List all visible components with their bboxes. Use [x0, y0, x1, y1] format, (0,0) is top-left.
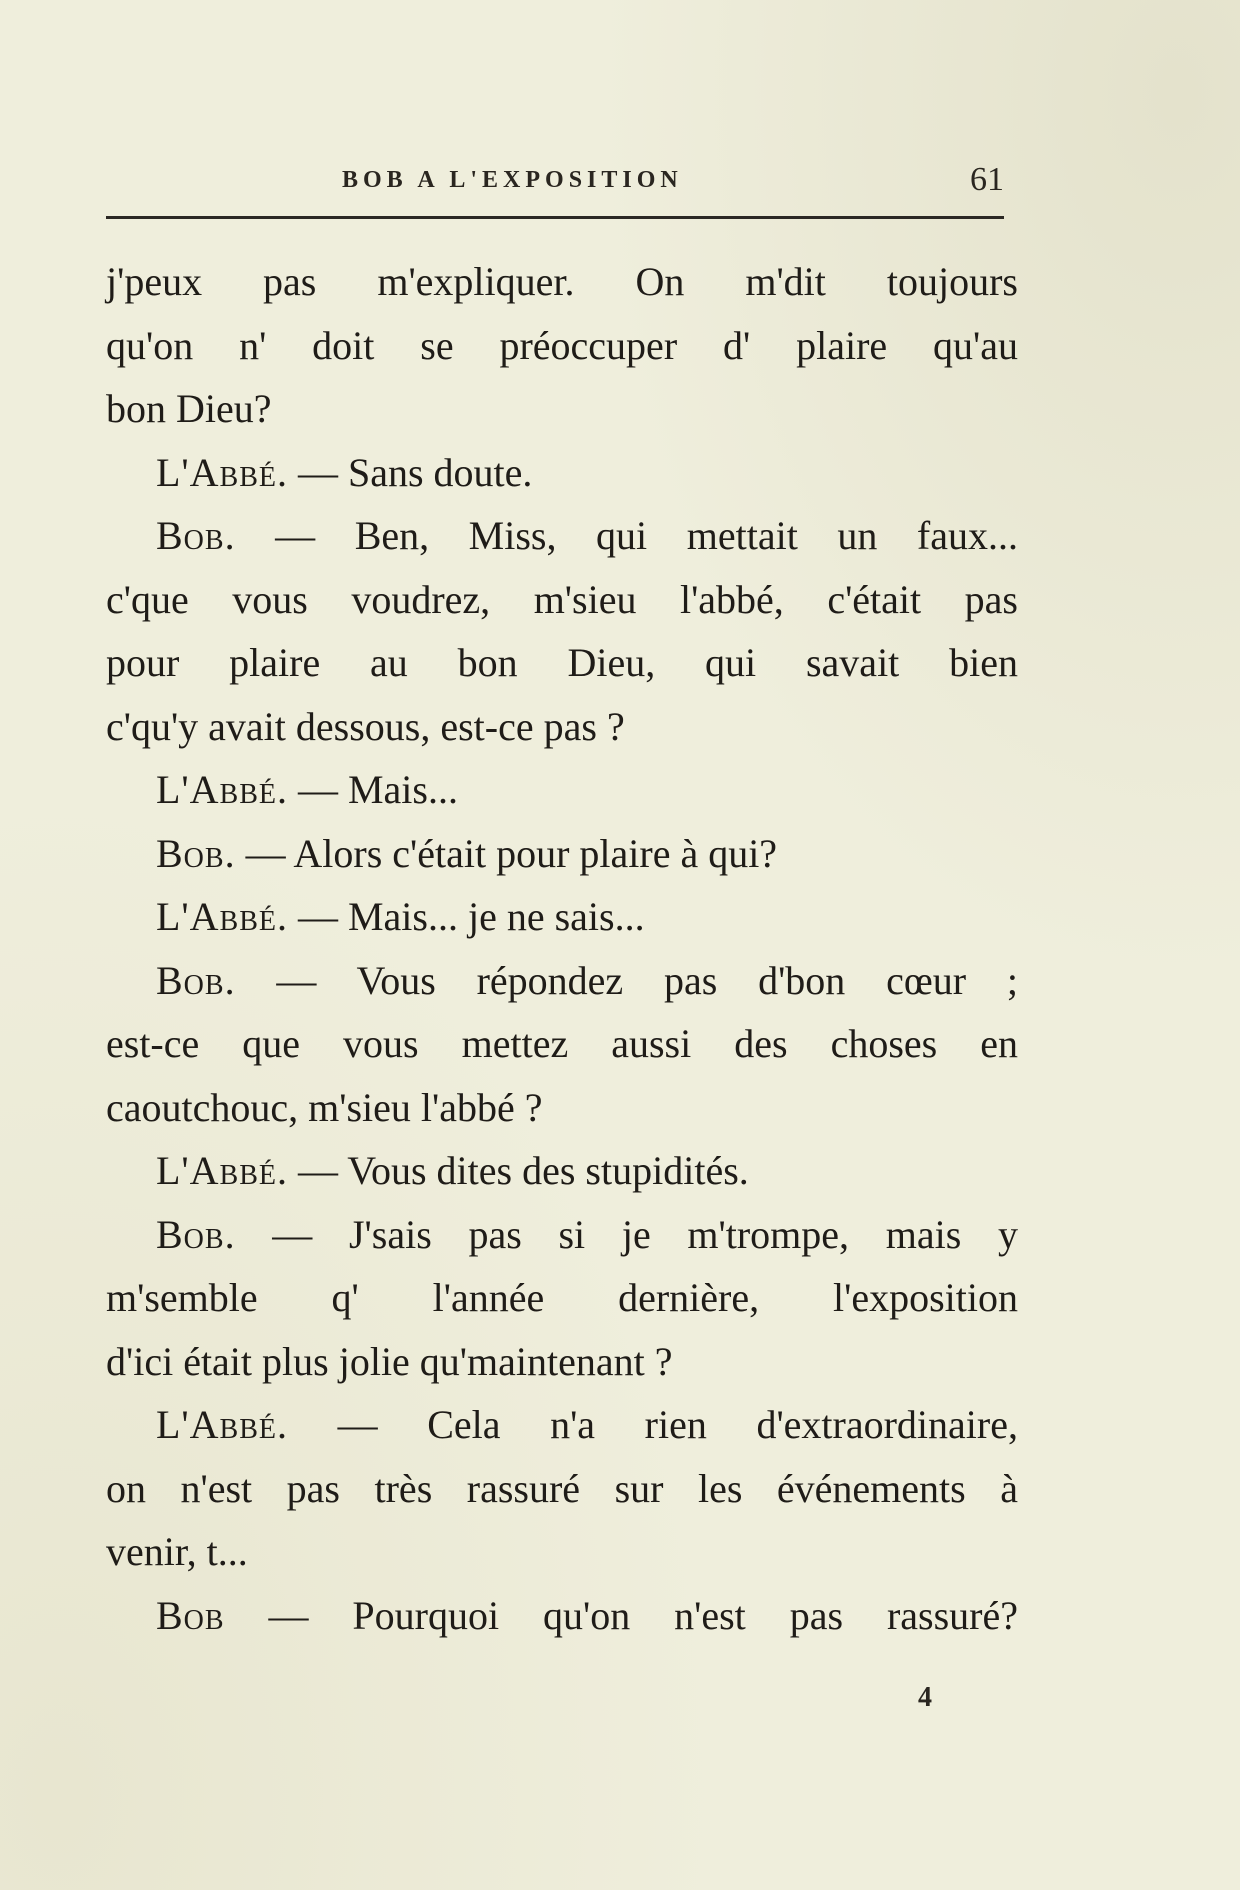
text-line: [106, 250, 1018, 314]
speaker-name: Bob.: [156, 1211, 236, 1257]
body-text: [106, 250, 1018, 1647]
line-text: — Mais...: [287, 767, 458, 812]
line-text: est-ce que vous mettez aussi des choses en: [106, 1021, 1018, 1066]
line-text: pour plaire au bon Dieu, qui savait bien: [106, 640, 1018, 685]
speaker-name: L'Abbé.: [156, 449, 288, 495]
line-text: qu'on n' doit se préoccuper d' plaire qu'au: [106, 322, 1018, 368]
text-line: [106, 949, 1018, 1013]
speaker-name: Bob.: [156, 830, 236, 876]
speaker-name: L'Abbé.: [156, 894, 288, 939]
line-text: venir, t...: [106, 1529, 248, 1574]
speaker-name: Bob: [156, 1592, 225, 1638]
speaker-name: Bob.: [156, 957, 236, 1003]
text-line: [106, 1520, 1018, 1584]
header-rule: [106, 216, 1004, 219]
text-line: [106, 1584, 1018, 1648]
text-line: [106, 631, 1018, 695]
line-text: — Vous dites des stupidités.: [287, 1148, 749, 1193]
line-text: d'ici était plus jolie qu'maintenant ?: [106, 1338, 673, 1384]
text-line: [106, 504, 1018, 568]
line-text: — Ben, Miss, qui mettait un faux...: [235, 513, 1018, 558]
text-line: [106, 1330, 1018, 1394]
signature-mark: 4: [918, 1682, 932, 1713]
line-text: c'que vous voudrez, m'sieu l'abbé, c'était pas: [106, 576, 1018, 622]
text-line: [106, 1139, 1018, 1203]
speaker-name: L'Abbé.: [156, 1148, 288, 1193]
line-text: — Cela n'a rien d'extraordinaire,: [287, 1402, 1018, 1447]
text-line: [106, 441, 1018, 505]
text-line: [106, 1266, 1018, 1330]
speaker-name: L'Abbé.: [156, 1402, 288, 1447]
text-line: [106, 695, 1018, 759]
running-title: BOB A L'EXPOSITION: [342, 167, 683, 193]
line-text: — Pourquoi qu'on n'est pas rassuré?: [224, 1592, 1018, 1638]
text-line: [106, 885, 1018, 949]
speaker-name: L'Abbé.: [156, 767, 288, 812]
text-line: [106, 314, 1018, 378]
text-line: [106, 1076, 1018, 1140]
line-text: — Vous répondez pas d'bon cœur ;: [235, 957, 1018, 1003]
line-text: c'qu'y avait dessous, est-ce pas ?: [106, 703, 625, 749]
line-text: — J'sais pas si je m'trompe, mais y: [235, 1211, 1018, 1257]
text-line: [106, 758, 1018, 822]
text-line: [106, 1393, 1018, 1457]
line-text: m'semble q' l'année dernière, l'exposition: [106, 1275, 1018, 1320]
text-line: [106, 822, 1018, 886]
line-text: — Sans doute.: [287, 449, 533, 495]
text-line: [106, 1457, 1018, 1521]
line-text: j'peux pas m'expliquer. On m'dit toujours: [106, 259, 1018, 304]
speaker-name: Bob.: [156, 513, 236, 558]
text-line: [106, 568, 1018, 632]
line-text: bon Dieu?: [106, 386, 272, 431]
text-line: [106, 1012, 1018, 1076]
page-number: 61: [970, 161, 1004, 198]
line-text: caoutchouc, m'sieu l'abbé ?: [106, 1084, 543, 1130]
line-text: — Alors c'était pour plaire à qui?: [235, 830, 778, 876]
running-head: [106, 160, 1006, 200]
text-line: [106, 1203, 1018, 1267]
text-line: [106, 377, 1018, 441]
line-text: on n'est pas très rassuré sur les événements à: [106, 1465, 1018, 1511]
line-text: — Mais... je ne sais...: [287, 894, 645, 939]
